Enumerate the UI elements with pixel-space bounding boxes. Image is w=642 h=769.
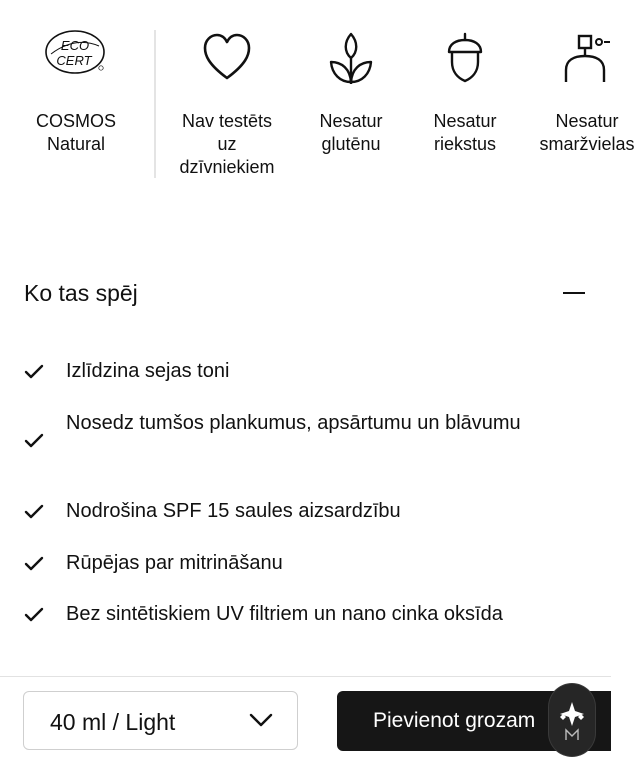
benefit-text: Bez sintētiskiem UV filtriem un nano cinka oksīda: [66, 603, 503, 625]
perfume-bottle-icon: [563, 28, 611, 90]
product-badges: [0, 0, 635, 190]
chat-assistant-button[interactable]: [549, 684, 595, 756]
check-icon: [24, 607, 44, 623]
badge-cruelty-free: [168, 28, 286, 179]
badge-label: COSMOS Natural: [35, 111, 116, 154]
add-to-cart-label: Pievienot grozam: [373, 709, 536, 732]
variant-select[interactable]: [23, 691, 298, 750]
minus-icon[interactable]: [561, 280, 587, 306]
acorn-icon: [445, 28, 485, 90]
section-title: Ko tas spēj: [24, 280, 138, 306]
check-icon: [24, 556, 44, 572]
list-item: [24, 410, 594, 466]
badge-divider: [154, 30, 156, 178]
list-item: [24, 550, 594, 578]
benefit-text: Nosedz tumšos plankumus, apsārtumu un blāvumu: [66, 412, 521, 434]
variant-selected-value: 40 ml / Light: [50, 709, 176, 735]
benefit-text: Rūpējas par mitrināšanu: [66, 552, 283, 574]
list-item: [24, 601, 594, 629]
check-icon: [24, 433, 44, 449]
benefit-text: Izlīdzina sejas toni: [66, 360, 230, 382]
badge-label: Nesatur glutēnu: [319, 111, 383, 154]
chevron-down-icon: [249, 712, 273, 728]
badge-label: Nesatur riekstus: [433, 111, 497, 154]
badge-label: Nesatur smaržvielas: [539, 111, 635, 154]
badge-fragrance-free: [532, 28, 642, 156]
accordion-header[interactable]: [24, 270, 587, 316]
badge-label: Nav testēts uz dzīvniekiem: [179, 111, 275, 177]
badge-cosmos-natural: [22, 28, 130, 156]
ecocert-logo-text-top: ECO: [60, 38, 90, 53]
bottom-purchase-bar: [0, 676, 611, 769]
badge-gluten-free: [306, 28, 396, 156]
list-item: [24, 358, 594, 386]
list-item: [24, 498, 594, 526]
ecocert-logo-text-bottom: CERT: [56, 53, 92, 68]
ecocert-logo-icon: [41, 28, 111, 90]
heart-icon: [202, 28, 252, 90]
benefit-text: Nodrošina SPF 15 saules aizsardzību: [66, 500, 401, 522]
check-icon: [24, 504, 44, 520]
badge-nut-free: [420, 28, 510, 156]
chat-assistant-icon: [549, 684, 595, 756]
wheat-icon: [328, 28, 374, 90]
check-icon: [24, 364, 44, 380]
